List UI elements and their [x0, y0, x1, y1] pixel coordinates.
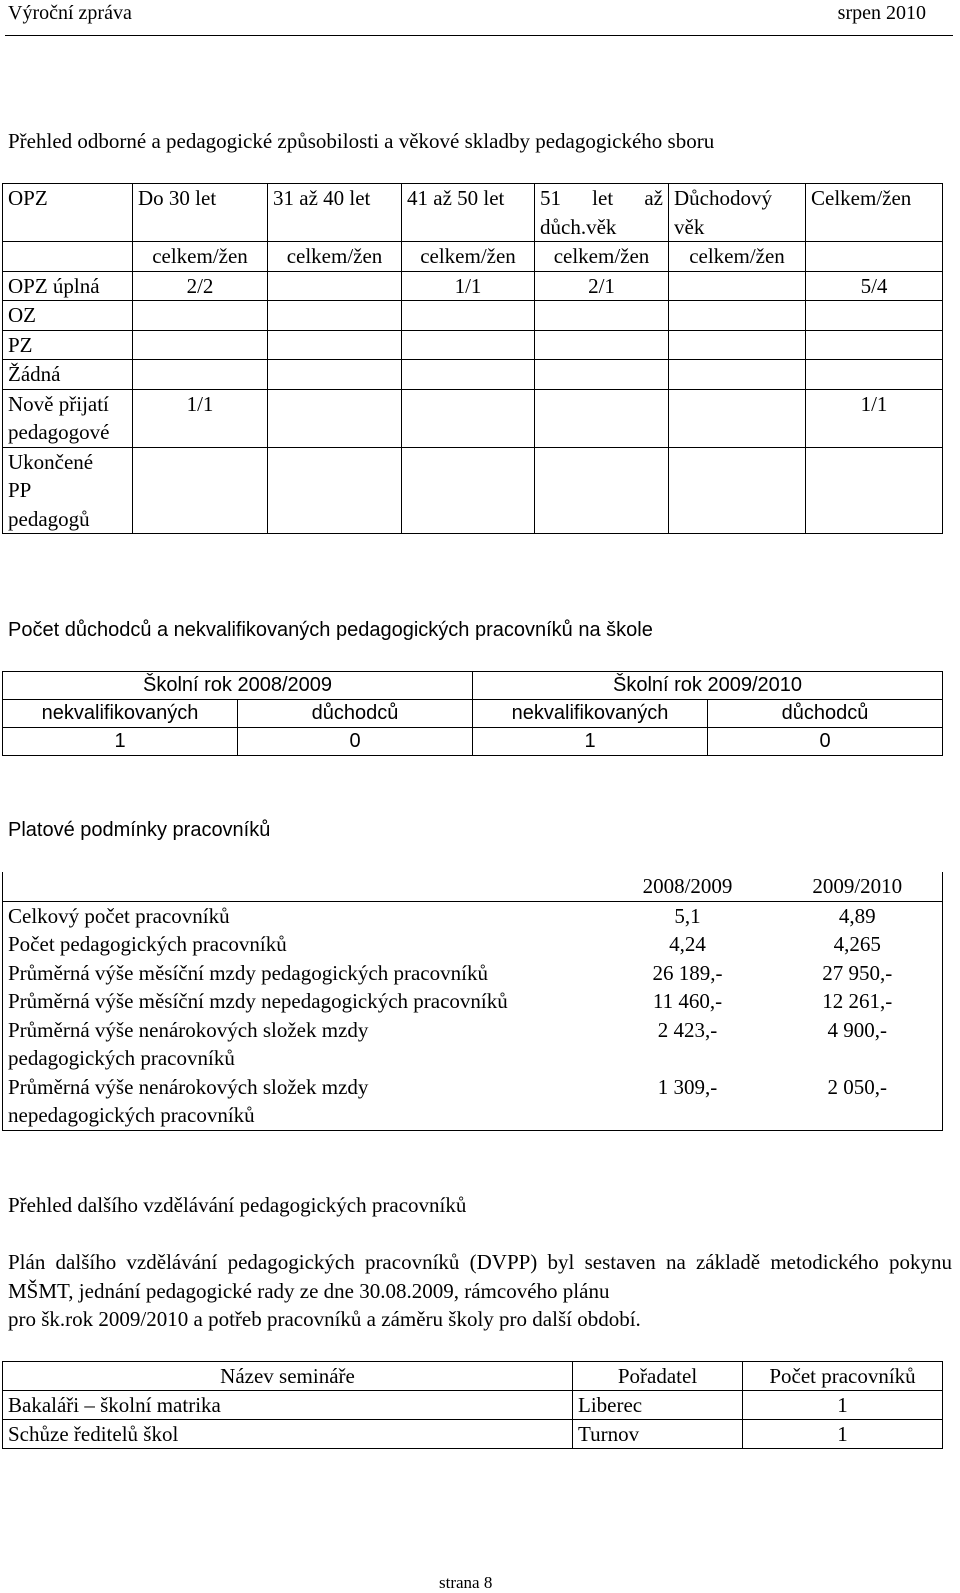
table-row: [3, 1420, 943, 1449]
table-cell: [402, 360, 535, 390]
section2-title: Počet důchodců a nekvalifikovaných pedagogických pracovníků na škole: [8, 619, 653, 641]
table-cell: Turnov: [573, 1420, 743, 1449]
salary-table: [2, 872, 943, 1131]
section3-title: Platové podmínky pracovníků: [8, 819, 271, 841]
table-cell: Bakaláři – školní matrika: [3, 1391, 573, 1420]
table-cell: 2/2: [133, 271, 268, 301]
table-cell: celkem/žen: [133, 242, 268, 272]
header-title: Výroční zpráva: [8, 2, 132, 24]
col-celkem: Celkem/žen: [806, 184, 943, 242]
table-cell: [133, 301, 268, 331]
table-header-row: [3, 1362, 943, 1391]
table-cell: 4 900,-: [773, 1016, 943, 1073]
row-label: Žádná: [3, 360, 133, 390]
col-51-duch: 51 let až důch.věk: [535, 184, 669, 242]
col-duchodovy: Důchodový věk: [669, 184, 806, 242]
col-seminar-name: Název semináře: [3, 1362, 573, 1391]
table-cell: nekvalifikovaných: [473, 700, 708, 728]
row-label: Nově přijatí pedagogové: [3, 389, 133, 447]
table-cell: [806, 360, 943, 390]
table-cell: 26 189,-: [652, 960, 723, 985]
header-date: srpen 2010: [837, 2, 926, 24]
table-cell: [133, 360, 268, 390]
table-cell: 0: [238, 728, 473, 756]
table-cell: 5,1: [603, 901, 773, 930]
row-label: Průměrná výše měsíční mzdy nepedagogických pracovníků: [3, 987, 603, 1016]
table-cell: 2/1: [535, 271, 669, 301]
table-cell: [669, 271, 806, 301]
table-cell: 1: [743, 1391, 943, 1420]
table-cell: 4,265: [773, 930, 943, 959]
col-worker-count: Počet pracovníků: [743, 1362, 943, 1391]
retirees-table: [2, 671, 943, 756]
table-cell: [402, 301, 535, 331]
table-subheader-row: [3, 242, 943, 272]
col-opz: OPZ: [3, 184, 133, 242]
table-cell: [3, 242, 133, 272]
table-cell: [535, 447, 669, 534]
table-cell: [133, 447, 268, 534]
table-cell: 1 309,-: [603, 1073, 773, 1131]
table-cell: celkem/žen: [402, 242, 535, 272]
row-label: Průměrná výše nenárokových složek mzdy pedagogických pracovníků: [3, 1016, 603, 1073]
table-header-row: [3, 672, 943, 700]
table-cell: [268, 271, 402, 301]
col-do30: Do 30 let: [133, 184, 268, 242]
table-cell: 12 261,-: [773, 987, 943, 1016]
table-row: [3, 389, 943, 447]
table-cell: [535, 330, 669, 360]
row-label: Průměrná výše nenárokových složek mzdy nepedagogických pracovníků: [3, 1073, 603, 1131]
seminars-table: [2, 1361, 943, 1449]
table-row: [3, 728, 943, 756]
table-cell: [133, 330, 268, 360]
table-cell: [669, 389, 806, 447]
col-41-50: 41 až 50 let: [402, 184, 535, 242]
table-cell: [268, 330, 402, 360]
year-2009-2010: Školní rok 2009/2010: [473, 672, 943, 700]
table-cell: 1: [473, 728, 708, 756]
table-cell: 1/1: [806, 389, 943, 447]
table-cell: celkem/žen: [535, 242, 669, 272]
table-row: [3, 301, 943, 331]
table-cell: [669, 301, 806, 331]
row-label: Ukončené PP pedagogů: [3, 447, 133, 534]
header-rule: [5, 35, 953, 36]
row-label: Celkový počet pracovníků: [3, 901, 603, 930]
table-cell: 0: [708, 728, 943, 756]
section1-title: Přehled odborné a pedagogické způsobilosti a věkové skladby pedagogického sboru: [8, 129, 715, 153]
section4-title: Přehled dalšího vzdělávání pedagogických pracovníků: [8, 1193, 467, 1217]
table-cell: 1: [743, 1420, 943, 1449]
table-cell: 4,24: [669, 932, 706, 956]
page-number: strana 8: [439, 1573, 493, 1592]
table-row: [3, 901, 943, 930]
paragraph-text: Plán dalšího vzdělávání pedagogických pracovníků (DVPP) byl sestaven na základě metodického pokynu MŠMT, jednání pedagogické rady ze dne 30.08.2009, rámcového plánu: [8, 1250, 952, 1303]
table-cell: [268, 389, 402, 447]
table-cell: Liberec: [573, 1391, 743, 1420]
table-row: [3, 330, 943, 360]
table-cell: [268, 360, 402, 390]
table-cell: [402, 447, 535, 534]
table-cell: [669, 447, 806, 534]
qualification-age-table: [2, 183, 943, 534]
table-cell: důchodců: [238, 700, 473, 728]
table-row: [3, 271, 943, 301]
col-organizer: Pořadatel: [573, 1362, 743, 1391]
table-cell: 1: [3, 728, 238, 756]
table-cell: celkem/žen: [669, 242, 806, 272]
table-row: [3, 987, 943, 1016]
row-label: OPZ úplná: [3, 271, 133, 301]
table-cell: [3, 872, 603, 901]
table-row: [3, 1016, 943, 1073]
col-31-40: 31 až 40 let: [268, 184, 402, 242]
table-row: [3, 447, 943, 534]
table-cell: důchodců: [708, 700, 943, 728]
table-cell: [535, 360, 669, 390]
table-cell: [402, 389, 535, 447]
row-label: OZ: [3, 301, 133, 331]
table-cell: 1/1: [133, 389, 268, 447]
table-row: [3, 1073, 943, 1131]
year-2008-2009: Školní rok 2008/2009: [3, 672, 473, 700]
row-label: PZ: [3, 330, 133, 360]
table-cell: [806, 301, 943, 331]
table-row: [3, 1391, 943, 1420]
table-cell: nekvalifikovaných: [3, 700, 238, 728]
table-cell: celkem/žen: [268, 242, 402, 272]
table-cell: 1/1: [402, 271, 535, 301]
table-cell: [535, 389, 669, 447]
table-cell: 27 950,-: [773, 959, 943, 988]
table-cell: [669, 360, 806, 390]
table-header-row: [3, 872, 943, 901]
table-cell: 5/4: [806, 271, 943, 301]
dvpp-paragraph: [8, 1248, 952, 1334]
table-cell: [669, 330, 806, 360]
table-cell: Schůze ředitelů škol: [3, 1420, 573, 1449]
table-cell: 2 423,-: [657, 1017, 718, 1042]
paragraph-text-last: pro šk.rok 2009/2010 a potřeb pracovníků a záměru školy pro další období.: [8, 1307, 641, 1331]
table-row: [3, 930, 943, 959]
table-cell: [268, 301, 402, 331]
table-row: [3, 360, 943, 390]
table-cell: [806, 447, 943, 534]
table-cell: 4,89: [773, 901, 943, 930]
year-header: 2008/2009: [603, 872, 773, 901]
row-label: Počet pedagogických pracovníků: [3, 930, 603, 959]
table-subheader-row: [3, 700, 943, 728]
table-row: [3, 959, 943, 988]
year-header: 2009/2010: [773, 872, 943, 901]
table-cell: [535, 301, 669, 331]
table-cell: [806, 330, 943, 360]
table-cell: 2 050,-: [773, 1073, 943, 1131]
table-cell: [806, 242, 943, 272]
row-label: Průměrná výše měsíční mzdy pedagogických pracovníků: [3, 959, 603, 988]
table-cell: [268, 447, 402, 534]
table-cell: [402, 330, 535, 360]
table-header-row: [3, 184, 943, 242]
table-cell: 11 460,-: [652, 989, 723, 1013]
